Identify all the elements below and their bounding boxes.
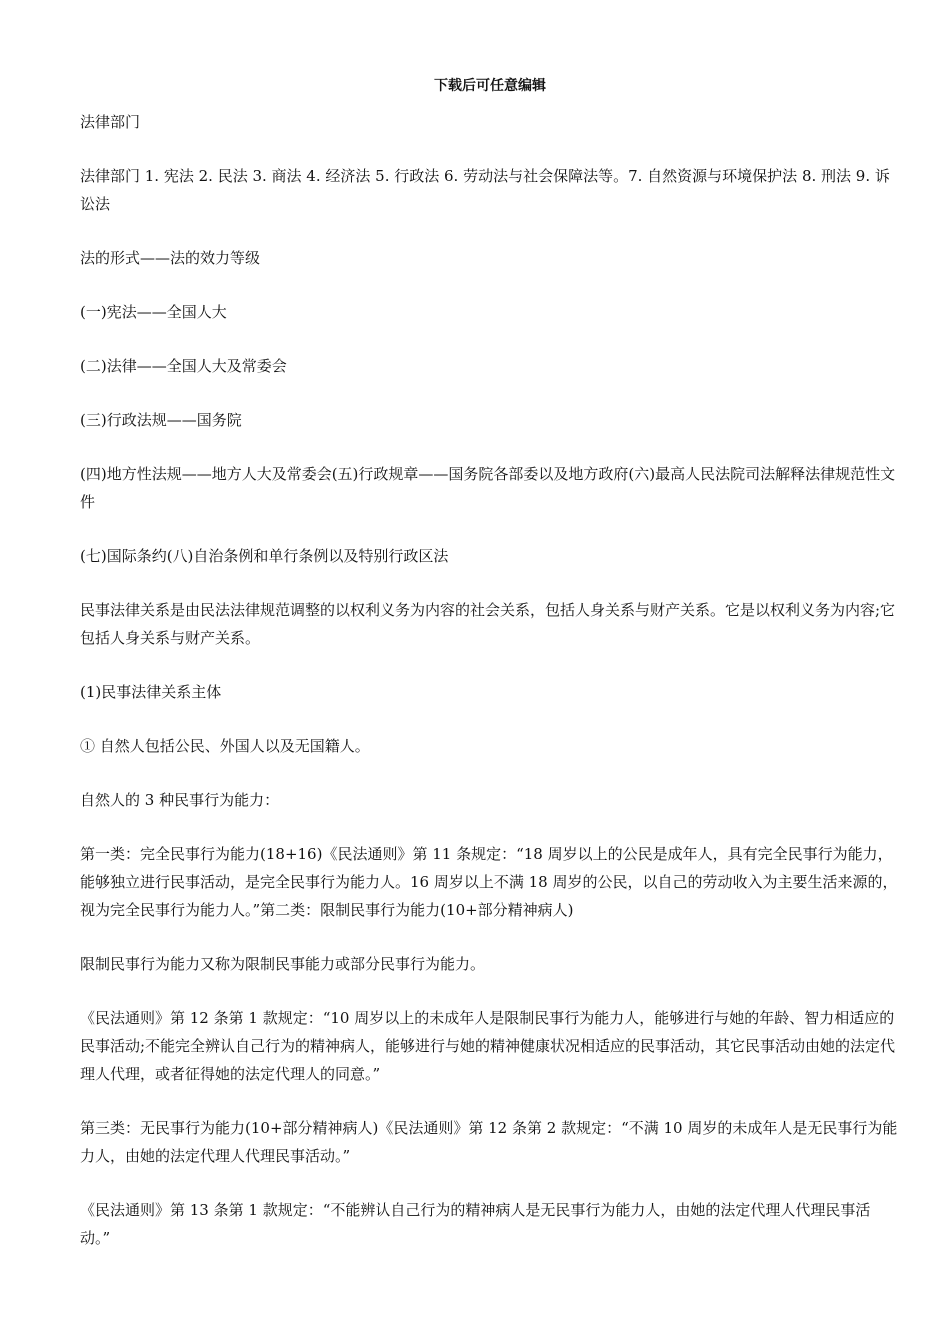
list-item-constitution: (一)宪法——全国人大 [80, 303, 227, 321]
list-item-international-treaties: (七)国际条约(八)自治条例和单行条例以及特别行政区法 [80, 547, 449, 565]
list-item-administrative-regulations: (三)行政法规——国务院 [80, 411, 242, 429]
paragraph-article-13-clause-1: 《民法通则》第 13 条第 1 款规定：“不能辨认自己行为的精神病人是无民事行为能力人，由她的法定代理人代理民事活动。” [80, 1201, 871, 1247]
section-title-law-departments: 法律部门 [80, 113, 141, 131]
paragraph-law-departments-list: 法律部门 1. 宪法 2. 民法 3. 商法 4. 经济法 5. 行政法 6. 劳动法与社会保障法等。7. 自然资源与环境保护法 8. 刑法 9. 诉讼法 [80, 167, 890, 213]
paragraph-full-capacity: 第一类：完全民事行为能力(18+16)《民法通则》第 11 条规定：“18 周岁以上的公民是成年人，具有完全民事行为能力，能够独立进行民事活动，是完全民事行为能力人。16 周岁以上不满 18 周岁的公民，以自己的劳动收入为主要生活来源的，视为完全民事行为能力人。”第二类：限制民事行为能力(10+部分精神病人) [80, 845, 898, 919]
section-title-capacity-types: 自然人的 3 种民事行为能力： [80, 791, 280, 809]
paragraph-limited-capacity-definition: 限制民事行为能力又称为限制民事能力或部分民事行为能力。 [80, 955, 486, 973]
paragraph-no-capacity: 第三类：无民事行为能力(10+部分精神病人)《民法通则》第 12 条第 2 款规定：“不满 10 周岁的未成年人是无民事行为能力人，由她的法定代理人代理民事活动。” [80, 1119, 898, 1165]
section-title-law-forms: 法的形式——法的效力等级 [80, 249, 261, 267]
paragraph-natural-persons: ① 自然人包括公民、外国人以及无国籍人。 [80, 737, 370, 755]
paragraph-civil-legal-relations: 民事法律关系是由民法法律规范调整的以权利义务为内容的社会关系，包括人身关系与财产关系。它是以权利义务为内容;它包括人身关系与财产关系。 [80, 601, 896, 647]
list-item-local-regulations: (四)地方性法规——地方人大及常委会(五)行政规章——国务院各部委以及地方政府(六)最高人民法院司法解释法律规范性文件 [80, 465, 896, 511]
list-item-law: (二)法律——全国人大及常委会 [80, 357, 287, 375]
paragraph-article-12-clause-1: 《民法通则》第 12 条第 1 款规定：“10 周岁以上的未成年人是限制民事行为能力人，能够进行与她的年龄、智力相适应的民事活动;不能完全辨认自己行为的精神病人，能够进行与她的精神健康状况相适应的民事活动，其它民事活动由她的法定代理人代理，或者征得她的法定代理人的同意。” [80, 1009, 896, 1083]
header-note: 下载后可任意编辑 [434, 78, 546, 94]
section-title-civil-subject: (1)民事法律关系主体 [80, 683, 222, 701]
